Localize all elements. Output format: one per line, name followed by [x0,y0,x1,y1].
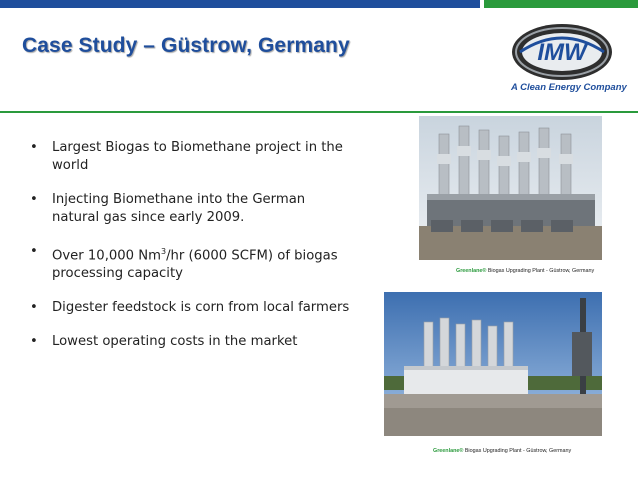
plant-photo-1 [419,116,602,260]
bullet-text-cont: /hr (6000 SCFM) of biogas processing capacity [52,248,338,282]
bullet-list [30,139,350,367]
bullet-marker: • [30,244,38,259]
bullet-text: Lowest operating costs in the market [52,334,298,350]
photo-caption-2 [433,448,571,454]
bullet-text: Largest Biogas to Biomethane project in the world [52,140,343,173]
superscript: 3 [160,247,167,256]
caption-text: Biogas Upgrading Plant - Güstrow, Germany [463,448,572,454]
logo-tagline: A Clean Energy Company [511,82,627,93]
bullet-item [30,299,350,317]
slide-title: Case Study – Güstrow, Germany [22,34,350,57]
caption-brand: Greenlane® [433,448,464,454]
bullet-text: Over 10,000 Nm [52,248,161,264]
bullet-marker: • [30,140,38,155]
bullet-item [30,333,350,351]
bullet-marker: • [30,300,38,316]
top-bar-blue [0,0,480,8]
bullet-marker: • [30,334,38,350]
logo-letters: IMW [537,39,587,66]
plant-photo-2 [384,292,602,436]
caption-text: Biogas Upgrading Plant - Güstrow, Germany [486,268,595,274]
top-bar-green [484,0,638,8]
bullet-text: Injecting Biomethane into the German natural gas since early 2009. [52,192,306,225]
header-divider [0,111,638,113]
bullet-item [30,191,350,227]
bullet-item [30,139,350,175]
photo-caption-1 [456,268,594,274]
top-accent-bar [0,0,638,8]
bullet-item [30,243,350,283]
bullet-text: Digester feedstock is corn from local farmers [52,300,350,316]
imw-logo [510,22,614,82]
bullet-marker: • [30,192,38,207]
caption-brand: Greenlane® [456,268,487,274]
